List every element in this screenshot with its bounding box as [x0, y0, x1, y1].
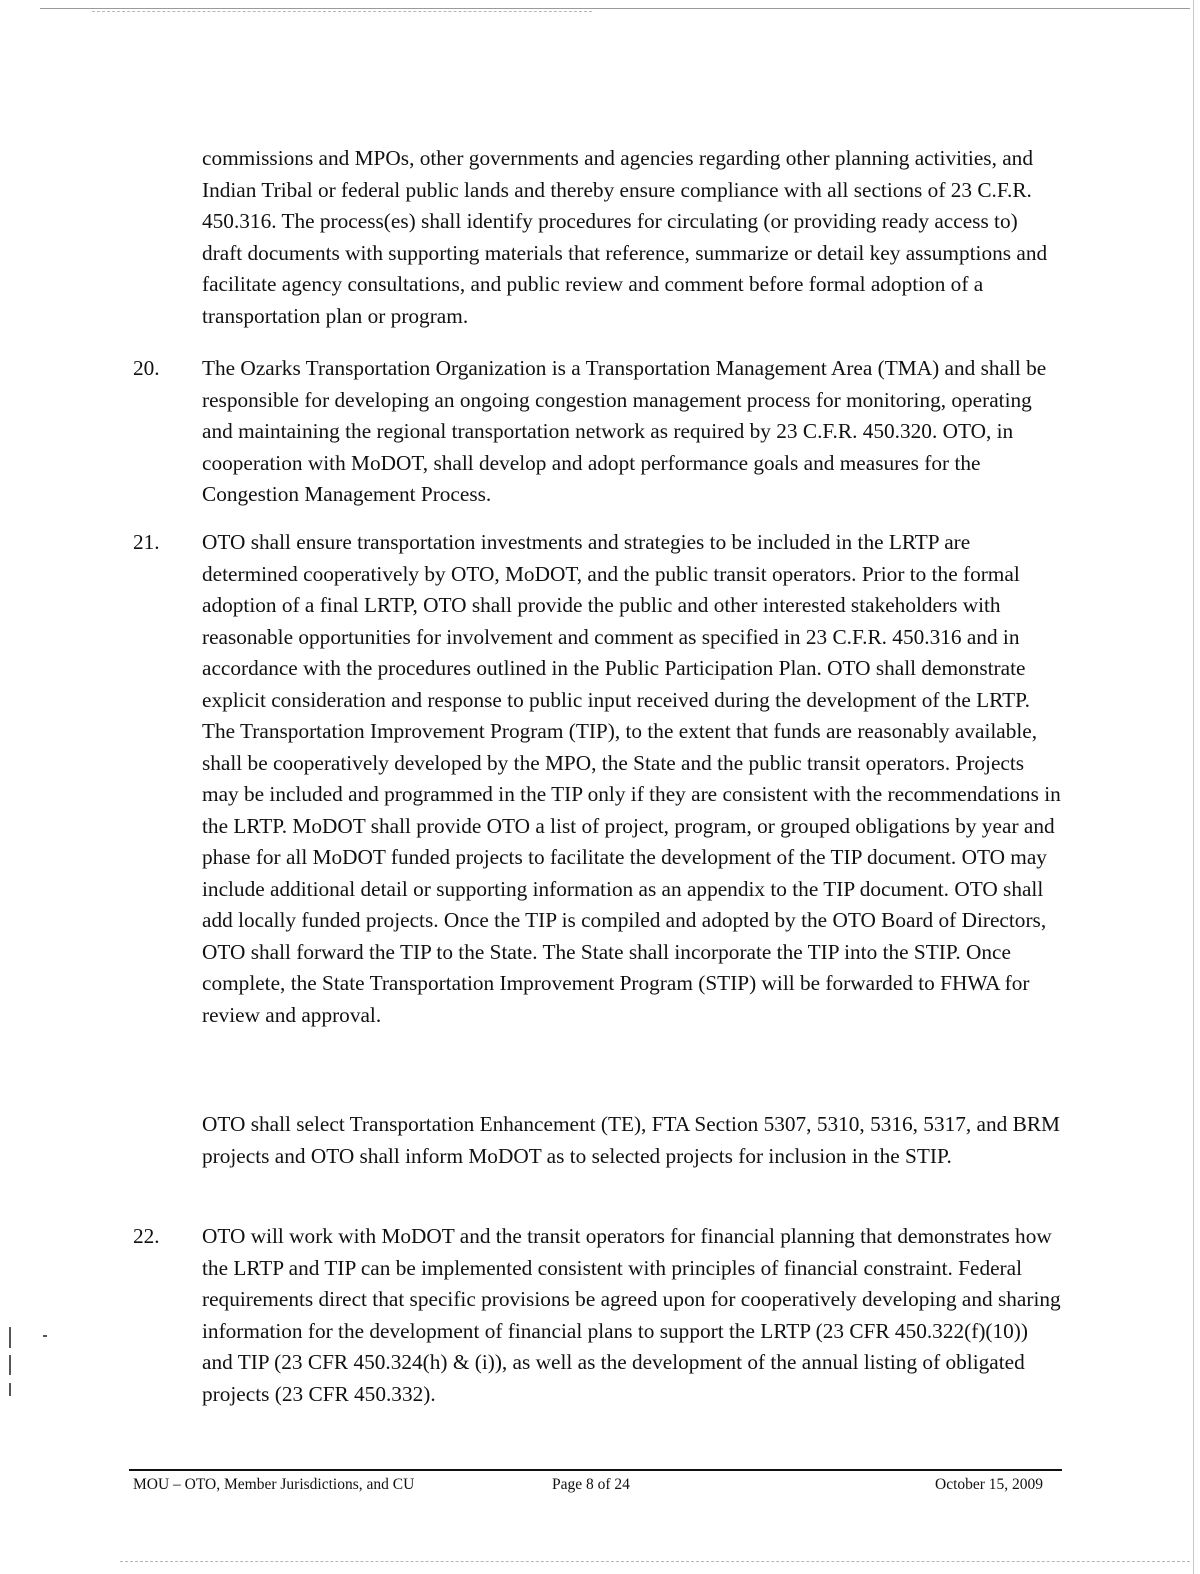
- item-number-21: 21.: [133, 530, 160, 554]
- scan-artifact-margin-mark: [9, 1327, 11, 1348]
- scan-artifact-margin-mark: [43, 1335, 47, 1337]
- scan-artifact-margin-mark: [9, 1355, 11, 1375]
- scan-edge-bottom: [120, 1561, 1190, 1562]
- paragraph-continuation: commissions and MPOs, other governments and agencies regarding other planning activities, and Indian Tribal or federal public lands and thereby ensure compliance with all sections of 23 C.F.R. 450.316. The process(es) shall identify procedures for circulating (or providing ready access to) draft documents with supporting materials that reference, summarize or detail key assumptions and facilitate agency consultations, and public review and comment before formal adoption of a transportation plan or program.: [202, 146, 1048, 328]
- scan-artifact-top: [92, 11, 592, 12]
- footer-document-title: MOU – OTO, Member Jurisdictions, and CU: [133, 1476, 415, 1493]
- item-number-20: 20.: [133, 356, 160, 380]
- paragraph-20: The Ozarks Transportation Organization is a Transportation Management Area (TMA) and shall be responsible for developing an ongoing congestion management process for monitoring, operating and maintaining the regional transportation network as required by 23 C.F.R. 450.320. OTO, in cooperation with MoDOT, shall develop and adopt performance goals and measures for the Congestion Management Process.: [202, 356, 1047, 506]
- paragraph-21-continued: OTO shall select Transportation Enhancement (TE), FTA Section 5307, 5310, 5316, 5317, and BRM projects and OTO shall inform MoDOT as to selected projects for inclusion in the STIP.: [202, 1112, 1060, 1168]
- scan-artifact-margin-mark: [9, 1383, 11, 1396]
- item-number-22: 22.: [133, 1224, 160, 1248]
- paragraph-21: OTO shall ensure transportation investments and strategies to be included in the LRTP are determined cooperatively by OTO, MoDOT, and the public transit operators. Prior to the formal adoption of a final LRTP, OTO shall provide the public and other interested stakeholders with reasonable opportunities for involvement and comment as specified in 23 C.F.R. 450.316 and in accordance with the procedures outlined in the Public Participation Plan. OTO shall demonstrate explicit consideration and response to public input received during the development of the LRTP. The Transportation Improvement Program (TIP), to the extent that funds are reasonably available, shall be cooperatively developed by the MPO, the State and the public transit operators. Projects may be included and programmed in the TIP only if they are consistent with the recommendations in the LRTP. MoDOT shall provide OTO a list of project, program, or grouped obligations by year and phase for all MoDOT funded projects to facilitate the development of the TIP document. OTO may include additional detail or supporting information as an appendix to the TIP document. OTO shall add locally funded projects. Once the TIP is compiled and adopted by the OTO Board of Directors, OTO shall forward the TIP to the State. The State shall incorporate the TIP into the STIP. Once complete, the State Transportation Improvement Program (STIP) will be forwarded to FHWA for review and approval.: [202, 530, 1061, 1027]
- scan-edge-right: [1193, 0, 1194, 1574]
- footer-date: October 15, 2009: [935, 1476, 1044, 1493]
- scan-edge-top: [40, 8, 1190, 9]
- paragraph-22: OTO will work with MoDOT and the transit operators for financial planning that demonstrates how the LRTP and TIP can be implemented consistent with principles of financial constraint. Federal requirements direct that specific provisions be agreed upon for cooperatively developing and sharing information for the development of financial plans to support the LRTP (23 CFR 450.322(f)(10)) and TIP (23 CFR 450.324(h) & (i)), as well as the development of the annual listing of obligated projects (23 CFR 450.332).: [202, 1224, 1061, 1406]
- footer-rule: [129, 1469, 1062, 1471]
- footer-page-number: Page 8 of 24: [552, 1476, 630, 1493]
